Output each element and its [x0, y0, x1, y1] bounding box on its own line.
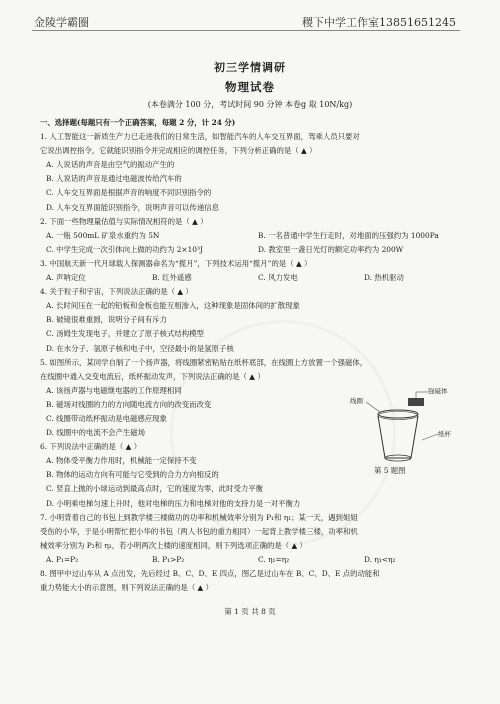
header-rule [32, 30, 460, 31]
question-1-option-b: B. 人说话的声音是通过电磁波传给汽车的 [46, 174, 182, 184]
question-5-stem-line2: 在线圈中通入交变电流后，纸杯振动发声，下列说法正确的是（ ▲ ） [40, 371, 265, 381]
exam-title: 初三学情调研 [214, 61, 286, 74]
coil-label: 线圈 [350, 397, 363, 405]
magnet-label: 强磁体 [428, 388, 448, 395]
question-2-option-a: A. 一瓶 500mL 矿泉水重约为 5N [46, 230, 160, 240]
question-2-option-d: D. 教室里一盏日光灯的额定功率约为 200W [258, 244, 404, 254]
question-4-stem: 4. 关于粒子和宇宙，下列说法正确的是（ ▲ ） [40, 287, 193, 297]
exam-subtitle: 物理试卷 [225, 80, 275, 94]
question-7-option-a: A. P₁=P₂ [46, 554, 79, 564]
question-3-option-c: C. 风力发电 [258, 273, 298, 283]
exam-note: (本卷满分 100 分，考试时间 90 分钟 本卷g 取 10N/kg) [147, 100, 353, 109]
question-6-option-a: A. 物体受平衡力作用时，机械能一定保持不变 [46, 456, 197, 466]
question-6-option-c: C. 竖直上抛的小球运动到最高点时，它的速度为零，此时受力平衡 [46, 484, 264, 494]
question-7-stem-line2: 受伤的小华，于是小明帮忙把小华的书包（两人书包的重力相同）一起背上教学楼三楼，功率和机 [40, 526, 358, 536]
question-2-option-b: B. 一名普通中学生行走时，对地面的压强约为 1000Pa [258, 230, 439, 240]
question-content [40, 116, 464, 595]
figure-caption: 第 5 题图 [374, 466, 406, 475]
cup-label: 纸杯 [438, 430, 451, 438]
question-5-option-d: D. 线圈中的电流不会产生磁场 [46, 428, 146, 438]
question-1-option-a: A. 人说话的声音是由空气的振动产生的 [46, 160, 175, 170]
question-5-option-c: C. 线圈带动纸杯振动是电磁感应现象 [46, 413, 167, 423]
question-7-stem-line3: 械效率分别为 P₂和 η₂，若小明两次上楼的速度相同，则下列选项正确的是（ ▲ ） [40, 540, 307, 550]
question-4-option-a: A. 长时间压在一起的铅板和金板也能互相渗入，这种现象是固体间的扩散现象 [46, 301, 300, 311]
question-6-option-b: B. 物体的运动方向有可能与它受到的合力方向相反的 [46, 470, 219, 480]
question-8-stem-line2: 重力势能大小的示意图，则下列说法正确的是（ ▲ ） [40, 583, 213, 593]
question-2-stem: 2. 下面一些物理量估值与实际情况相符的是（ ▲ ） [40, 216, 208, 226]
question-5-stem-line1: 5. 如图所示，某同学自制了一个扬声器，将线圈紧密粘贴在纸杯底部，在线圈上方放置一个强磁体， [40, 357, 368, 367]
question-7-option-c: C. η₁=η₂ [258, 554, 290, 564]
question-3-option-b: B. 红外遥感 [152, 273, 192, 283]
question-3-option-d: D. 热机驱动 [364, 273, 404, 283]
question-2-option-c: C. 中学生完成一次引体向上做的功约为 2×10³J [46, 244, 203, 254]
question-7-option-b: B. P₁>P₂ [152, 554, 185, 564]
question-3-option-a: A. 声呐定位 [46, 273, 86, 283]
question-4-option-d: D. 在水分子、氢原子核和电子中，空径最小的是氢原子核 [46, 343, 234, 353]
question-7-stem-line1: 7. 小明背着自己的书包上到教学楼三楼做功的功率和机械效率分别为 P₁和 η₁；某一天，遇到姐姐 [40, 512, 358, 522]
question-1-option-c: C. 人车交互界面是根据声音的响度不同识别指令的 [46, 188, 212, 198]
header-right-text: 稷下中学工作室13851651245 [302, 16, 456, 29]
question-1-stem-line1: 1. 人工智能这一新质生产力已走进我们的日常生活，如智能汽车的人车交互界面，驾乘人员只要对 [40, 132, 360, 142]
question-6-stem: 6. 下列说法中正确的是（ ▲ ） [40, 442, 142, 452]
question-1-stem-line2: 它说出调控指令，它就能识别指令并完成相应的调控任务，下列分析正确的是（ ▲ ） [40, 146, 317, 156]
section-heading: 一、选择题(每题只有一个正确答案，每题 2 分，计 24 分) [40, 118, 236, 127]
question-1-option-d: D. 人车交互界面能识别指令，说明声音可以传递信息 [46, 202, 219, 212]
question-5-option-a: A. 该扬声器与电磁继电器的工作原理相同 [46, 385, 182, 395]
page-footer: 第 1 页 共 8 页 [224, 607, 276, 616]
question-4-option-b: B. 破镜很难重圆，说明分子间有斥力 [46, 315, 167, 325]
header-left-text: 金陵学霸圈 [34, 16, 89, 29]
paper-cup-shape [378, 416, 418, 458]
question-3-stem: 3. 中国航天新一代月球载人探测器命名为“揽月”，下列技术运用“揽月”的是（ ▲ ） [40, 258, 312, 268]
question-6-option-d: D. 小明乘电梯匀速上升时，他对电梯的压力和电梯对他的支持力是一对平衡力 [46, 498, 301, 508]
question-7-option-d: D. η₁<η₂ [364, 554, 396, 564]
question-5-option-b: B. 磁场对线圈的力的方向随电流方向的改变而改变 [46, 399, 212, 409]
question-8-stem-line1: 8. 图甲中过山车从 A 点出发，先后经过 B、C、D、E 四点，图乙是过山车在 B、C、D、E 点的动能和 [40, 569, 380, 578]
question-4-option-c: C. 汤姆生发现电子，并建立了原子核式结构模型 [46, 329, 204, 339]
magnet-shape [408, 398, 424, 406]
